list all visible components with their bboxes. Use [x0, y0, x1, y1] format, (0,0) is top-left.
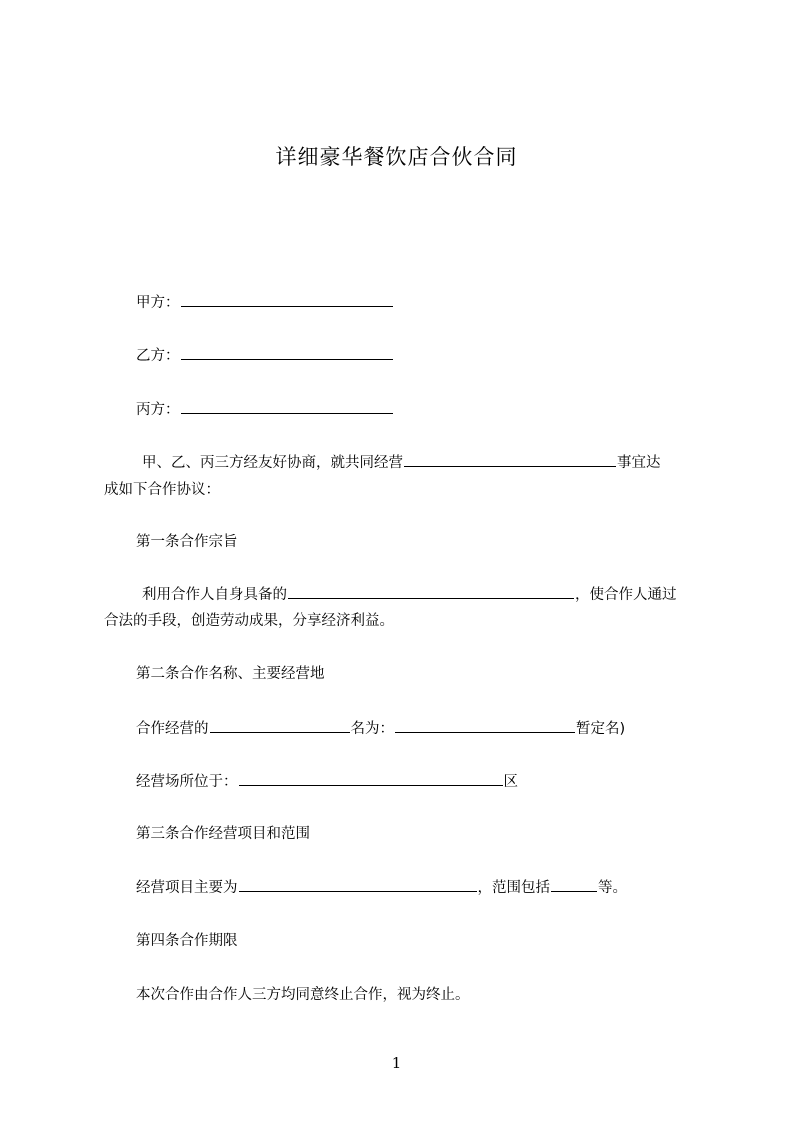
article-1-line-2 — [104, 608, 704, 634]
article-4-heading-text: 第四条合作期限 — [136, 933, 238, 949]
intro-business-blank[interactable] — [404, 452, 616, 467]
party-c-blank[interactable] — [181, 399, 393, 414]
article-3-middle: ，范围包括 — [477, 880, 550, 896]
article-4-text: 本次合作由合作人三方均同意终止合作，视为终止。 — [136, 987, 470, 1003]
article-2-type-blank[interactable] — [210, 718, 350, 733]
intro-suffix: 事宜达 — [617, 455, 661, 471]
article-3-heading — [104, 821, 736, 847]
party-b-line — [104, 343, 736, 369]
article-2-name-line — [104, 716, 736, 742]
intro-line-1 — [104, 450, 742, 476]
article-4-heading — [104, 928, 736, 954]
article-1-heading — [104, 529, 736, 555]
article-2-name-prefix: 合作经营的 — [136, 721, 209, 737]
article-2-place-suffix: 区 — [503, 774, 518, 790]
article-2-place-line — [104, 769, 736, 795]
article-2-name-blank[interactable] — [395, 718, 575, 733]
article-2-place-prefix: 经营场所位于： — [136, 774, 238, 790]
intro-line-2 — [104, 477, 704, 503]
party-a-blank[interactable] — [181, 292, 393, 307]
article-2-heading — [104, 661, 736, 687]
article-3-scope-blank[interactable] — [551, 877, 597, 892]
article-2-name-middle: 名为： — [350, 721, 394, 737]
party-a-label: 甲方： — [136, 295, 180, 311]
article-2-heading-text: 第二条合作名称、主要经营地 — [136, 666, 325, 682]
article-1-line-2-text: 合法的手段，创造劳动成果，分享经济利益。 — [104, 613, 394, 629]
intro-prefix: 甲、乙、丙三方经友好协商，就共同经营 — [142, 455, 403, 471]
party-b-blank[interactable] — [181, 345, 393, 360]
article-3-suffix: 等。 — [598, 880, 627, 896]
article-3-line — [104, 875, 736, 901]
article-1-heading-text: 第一条合作宗旨 — [136, 534, 238, 550]
article-1-prefix: 利用合作人自身具备的 — [142, 587, 287, 603]
party-c-label: 丙方： — [136, 402, 180, 418]
party-b-label: 乙方： — [136, 348, 180, 364]
article-3-prefix: 经营项目主要为 — [136, 880, 238, 896]
document-title: 详细豪华餐饮店合伙合同 — [275, 145, 518, 169]
article-4-line — [104, 982, 736, 1008]
article-1-suffix: ，使合作人通过 — [575, 587, 677, 603]
page-number: 1 — [391, 1054, 402, 1072]
party-c-line — [104, 397, 736, 423]
article-2-name-suffix: 暂定名) — [576, 721, 626, 737]
intro-line-2-text: 成如下合作协议： — [104, 482, 220, 498]
article-1-line-1 — [104, 582, 742, 608]
article-1-resource-blank[interactable] — [288, 584, 574, 599]
article-3-heading-text: 第三条合作经营项目和范围 — [136, 826, 310, 842]
article-2-place-blank[interactable] — [239, 771, 503, 786]
article-3-project-blank[interactable] — [239, 877, 477, 892]
party-a-line — [104, 290, 736, 316]
